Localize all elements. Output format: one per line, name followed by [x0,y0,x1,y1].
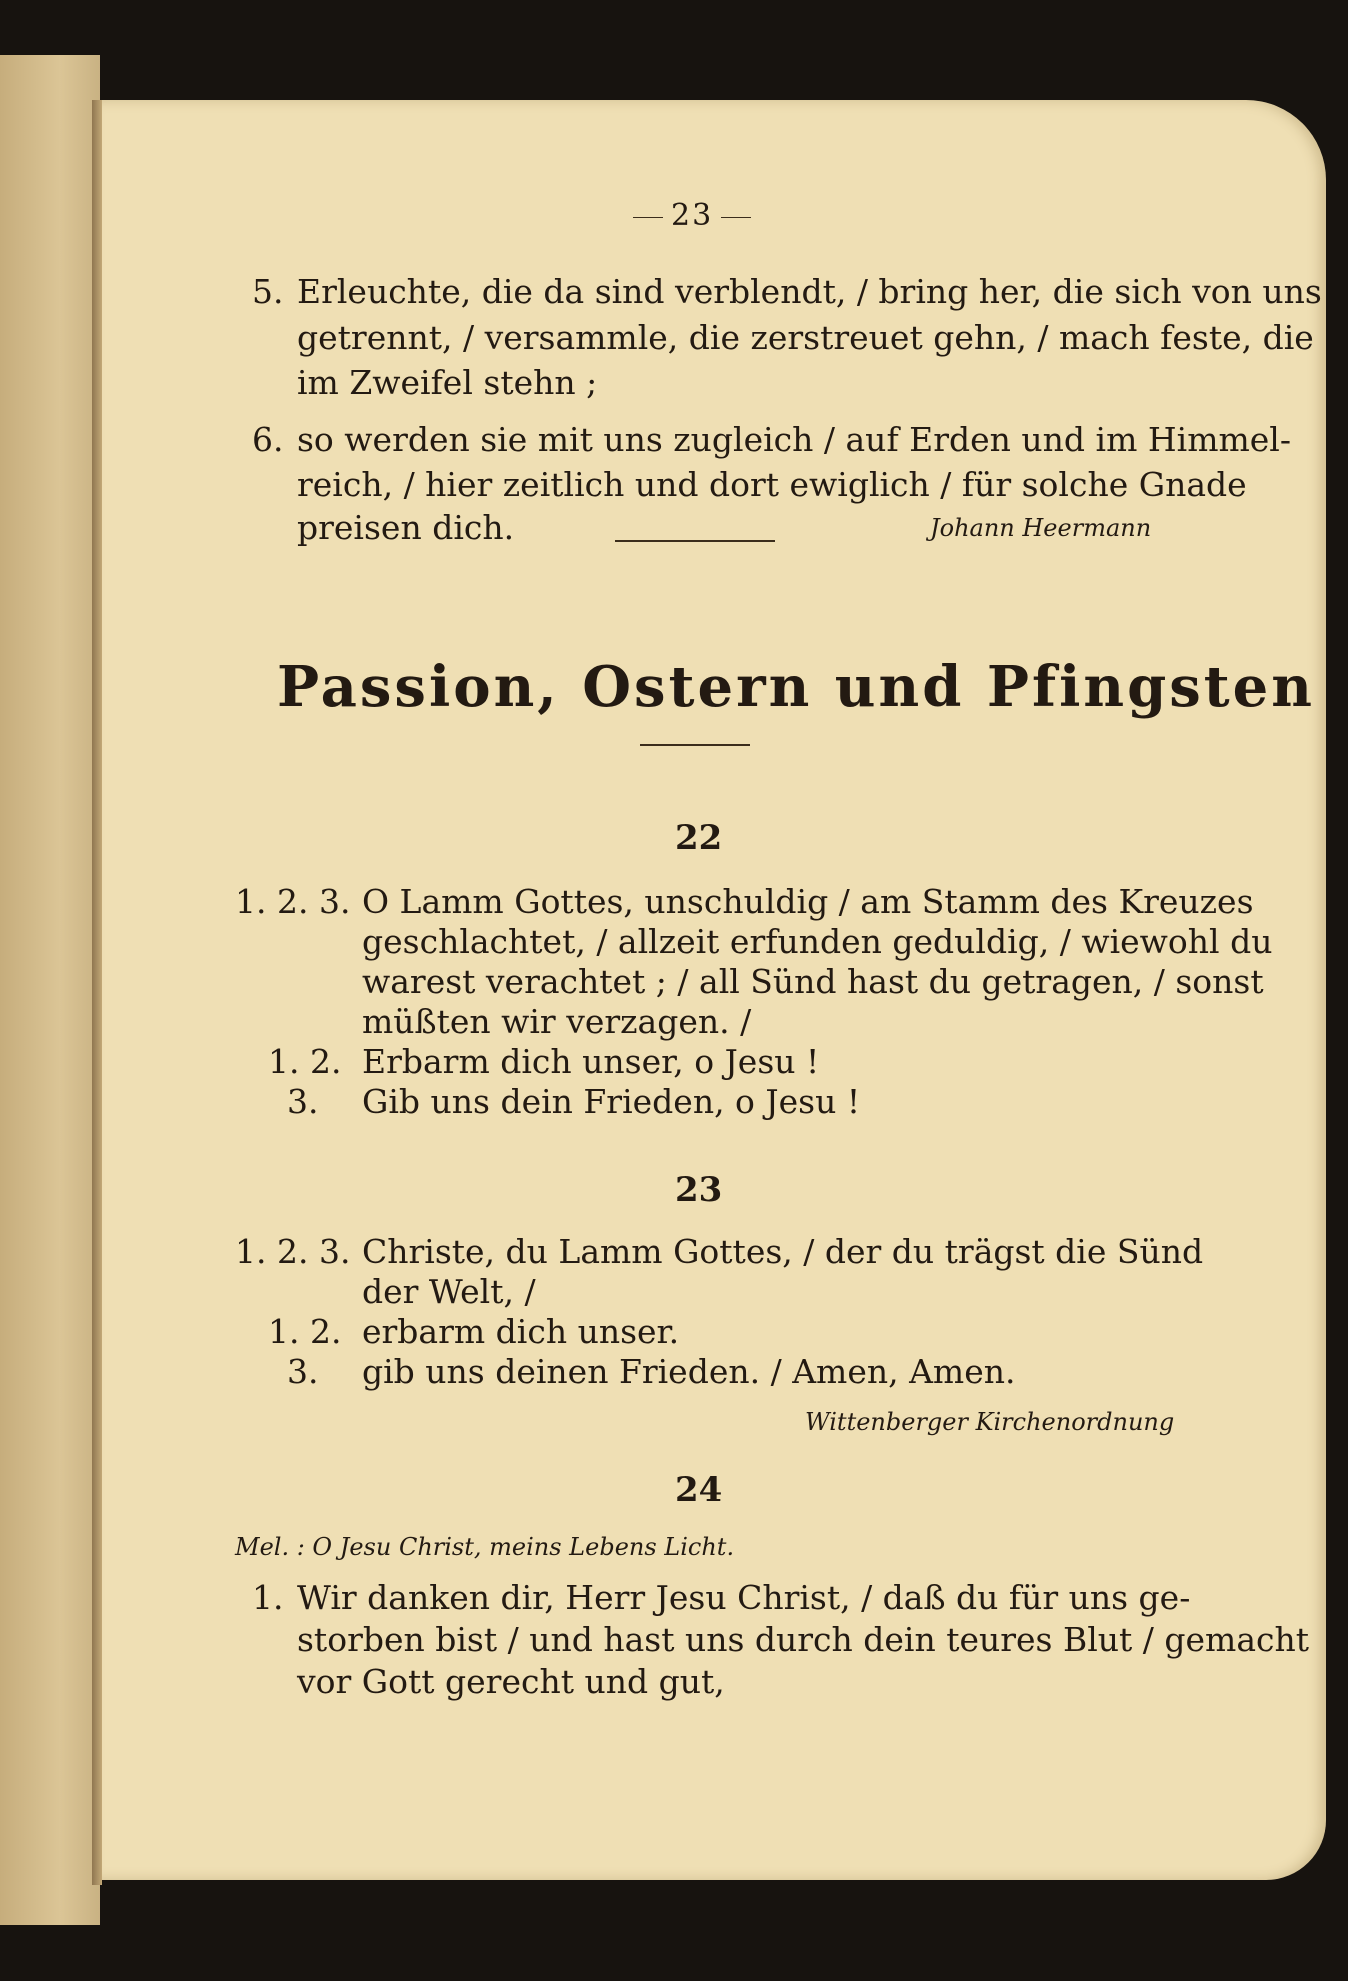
verse-number: 1. [252,1578,284,1617]
dash-right [721,217,751,218]
previous-page-edge [0,55,100,1925]
book-gutter [92,100,102,1885]
hymn-source: Wittenberger Kirchenordnung [805,1408,1175,1436]
melody-note: Mel. : O Jesu Christ, meins Lebens Licht. [235,1533,735,1561]
hymn-number: 22 [675,818,723,858]
hymn-line: erbarm dich unser. [362,1312,680,1351]
page-number [625,198,759,233]
hymn-line: geschlachtet, / allzeit erfunden geduldig, / wiewohl du [362,922,1273,961]
verse-line: preisen dich. [297,508,515,547]
hymn-line: müßten wir verzagen. / [362,1002,752,1041]
verse-line: so werden sie mit uns zugleich / auf Erden und im Himmel- [297,420,1292,459]
dash-left [633,217,663,218]
hymn-line: gib uns deinen Frieden. / Amen, Amen. [362,1352,1016,1391]
verse-line: reich, / hier zeitlich und dort ewiglich / für solche Gnade [297,465,1247,504]
verse-ref: 1. 2. [268,1042,342,1081]
hymn-line: warest verachtet ; / all Sünd hast du getragen, / sonst [362,962,1264,1001]
verse-number: 6. [252,420,284,459]
verse-ref: 3. [287,1082,319,1121]
hymn-line: Christe, du Lamm Gottes, / der du trägst die Sünd [362,1232,1204,1271]
divider-rule [615,540,775,542]
hymn-line: der Welt, / [362,1272,536,1311]
verse-ref: 3. [287,1352,319,1391]
hymn-number: 24 [675,1470,723,1510]
hymn-line: storben bist / und hast uns durch dein teures Blut / gemacht [297,1620,1310,1659]
heading-rule [640,744,750,746]
verse-ref: 1. 2. [268,1312,342,1351]
page-number-text: 23 [671,198,714,233]
hymn-line: O Lamm Gottes, unschuldig / am Stamm des Kreuzes [362,882,1254,921]
author-attribution: Johann Heermann [930,514,1152,542]
hymn-number: 23 [675,1170,723,1210]
verse-ref: 1. 2. 3. [235,1232,351,1271]
section-heading: Passion, Ostern und Pfingsten [277,654,1315,720]
hymn-line: Gib uns dein Frieden, o Jesu ! [362,1082,861,1121]
verse-line: im Zweifel stehn ; [297,363,598,402]
verse-ref: 1. 2. 3. [235,882,351,921]
verse-number: 5. [252,272,284,311]
verse-line: getrennt, / versammle, die zerstreuet gehn, / mach feste, die [297,318,1314,357]
verse-line: Erleuchte, die da sind verblendt, / bring her, die sich von uns [297,272,1322,311]
hymn-line: vor Gott gerecht und gut, [297,1662,725,1701]
hymn-line: Erbarm dich unser, o Jesu ! [362,1042,820,1081]
hymn-line: Wir danken dir, Herr Jesu Christ, / daß du für uns ge- [297,1578,1191,1617]
